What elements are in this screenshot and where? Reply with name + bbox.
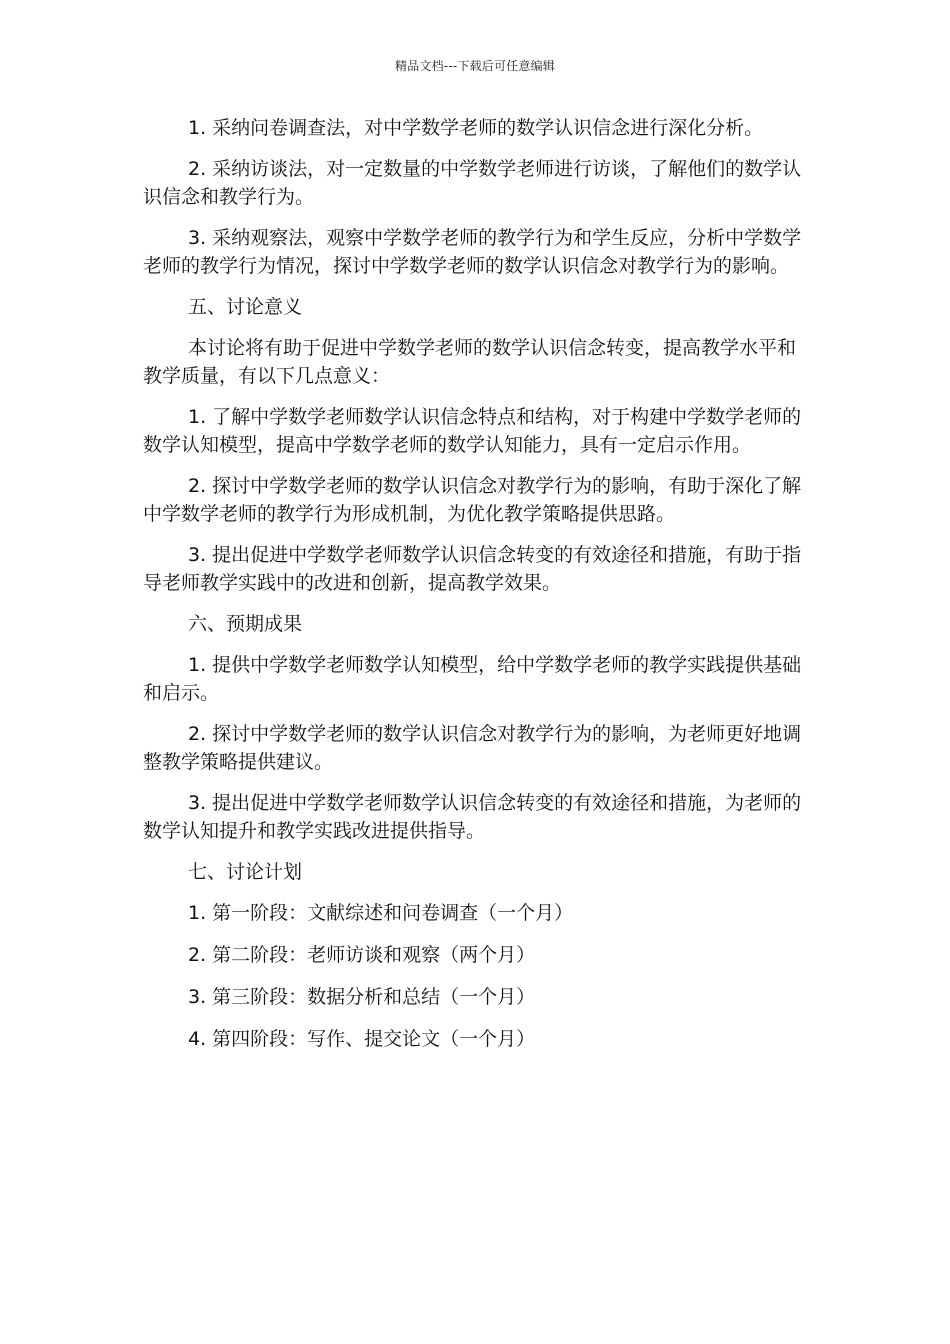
- outcome-item-2: 2. 探讨中学数学老师的数学认识信念对教学行为的影响，为老师更好地调整教学策略提供建议。: [143, 723, 802, 773]
- significance-item-1: 1. 了解中学数学老师数学认识信念特点和结构，对于构建中学数学老师的数学认知模型，提高中学数学老师的数学认知能力，具有一定启示作用。: [143, 406, 802, 456]
- section-heading-outcomes: 六、预期成果: [188, 613, 303, 635]
- outcome-item-3: 3. 提出促进中学数学老师数学认识信念转变的有效途径和措施，为老师的数学认知提升和教学实践改进提供指导。: [143, 792, 802, 842]
- significance-item-2: 2. 探讨中学数学老师的数学认识信念对教学行为的影响，有助于深化了解中学数学老师的教学行为形成机制，为优化教学策略提供思路。: [143, 475, 802, 525]
- plan-stage-2: 2. 第二阶段：老师访谈和观察（两个月）: [188, 944, 536, 966]
- method-item-2: 2. 采纳访谈法，对一定数量的中学数学老师进行访谈，了解他们的数学认识信念和教学行为。: [143, 158, 802, 208]
- section-heading-significance: 五、讨论意义: [188, 296, 303, 318]
- outcome-item-1: 1. 提供中学数学老师数学认知模型，给中学数学老师的教学实践提供基础和启示。: [143, 654, 802, 704]
- plan-stage-1: 1. 第一阶段：文献综述和问卷调查（一个月）: [188, 902, 574, 924]
- method-item-1: 1. 采纳问卷调查法，对中学数学老师的数学认识信念进行深化分析。: [188, 117, 764, 139]
- plan-stage-4: 4. 第四阶段：写作、提交论文（一个月）: [188, 1028, 536, 1050]
- section-heading-plan: 七、讨论计划: [188, 861, 303, 883]
- significance-intro: 本讨论将有助于促进中学数学老师的数学认识信念转变，提高教学水平和教学质量，有以下几点意义：: [143, 337, 797, 387]
- plan-stage-3: 3. 第三阶段：数据分析和总结（一个月）: [188, 986, 536, 1008]
- document-body: [143, 114, 803, 1067]
- significance-item-3: 3. 提出促进中学数学老师数学认识信念转变的有效途径和措施，有助于指导老师教学实践中的改进和创新，提高教学效果。: [143, 544, 802, 594]
- method-item-3: 3. 采纳观察法，观察中学数学老师的教学行为和学生反应，分析中学数学老师的教学行为情况，探讨中学数学老师的数学认识信念对教学行为的影响。: [143, 227, 802, 277]
- page-header: 精品文档---下载后可任意编辑: [395, 59, 555, 73]
